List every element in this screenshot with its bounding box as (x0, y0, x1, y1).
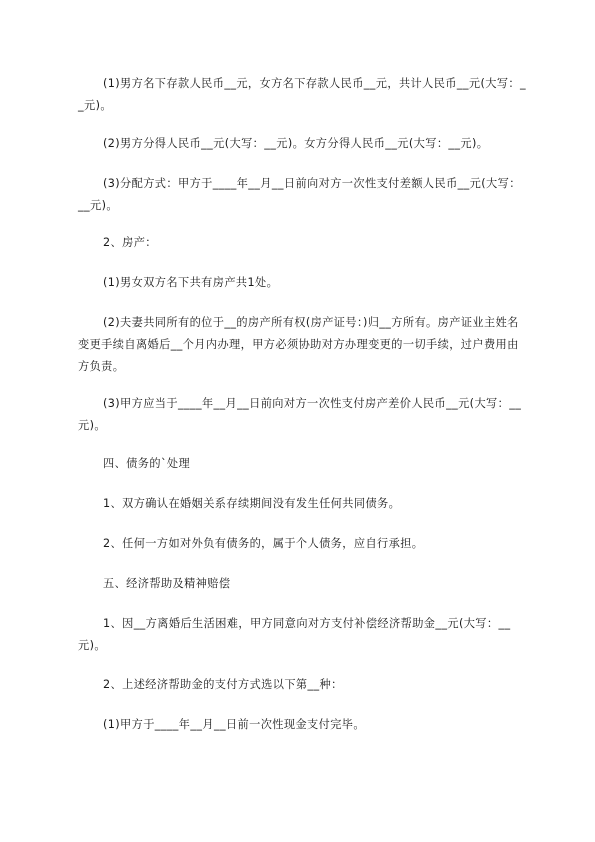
paragraph-property-payment: (3)甲方应当于____年__月__日前向对方一次性支付房产差价人民币__元(大写：__元)。 (78, 397, 522, 432)
paragraph-cash-payment: (1)甲方于____年__月__日前一次性现金支付完毕。 (103, 718, 365, 731)
heading-economic-help: 五、经济帮助及精神赔偿 (103, 577, 231, 590)
paragraph-deposit-amounts: (1)男方名下存款人民币__元，女方名下存款人民币__元，共计人民币__元(大写：__元)。 (78, 77, 526, 112)
paragraph-payment-method: 2、上述经济帮助金的支付方式选以下第__种： (103, 678, 343, 691)
paragraph-deposit-split: (2)男方分得人民币__元(大写：__元)。女方分得人民币__元(大写：__元)。 (103, 137, 489, 150)
paragraph-property-ownership: (2)夫妻共同所有的位于__的房产所有权(房产证号：)归__方所有。房产证业主姓名变更手续自离婚后__个月内办理，甲方必须协助对方办理变更的一切手续，过户费用由方负责。 (78, 316, 519, 373)
paragraph-property-count: (1)男女双方名下共有房产共1处。 (103, 276, 279, 289)
heading-property: 2、房产： (103, 236, 157, 249)
paragraph-deposit-payment: (3)分配方式：甲方于____年__月__日前向对方一次性支付差额人民币__元(大写：__元)。 (78, 177, 521, 212)
paragraph-no-common-debt: 1、双方确认在婚姻关系存续期间没有发生任何共同债务。 (103, 497, 401, 510)
paragraph-economic-help-amount: 1、因__方离婚后生活困难，甲方同意向对方支付补偿经济帮助金__元(大写：__元)。 (78, 617, 511, 652)
heading-debts: 四、债务的`处理 (103, 457, 191, 470)
paragraph-personal-debt: 2、任何一方如对外负有债务的，属于个人债务，应自行承担。 (103, 537, 424, 550)
